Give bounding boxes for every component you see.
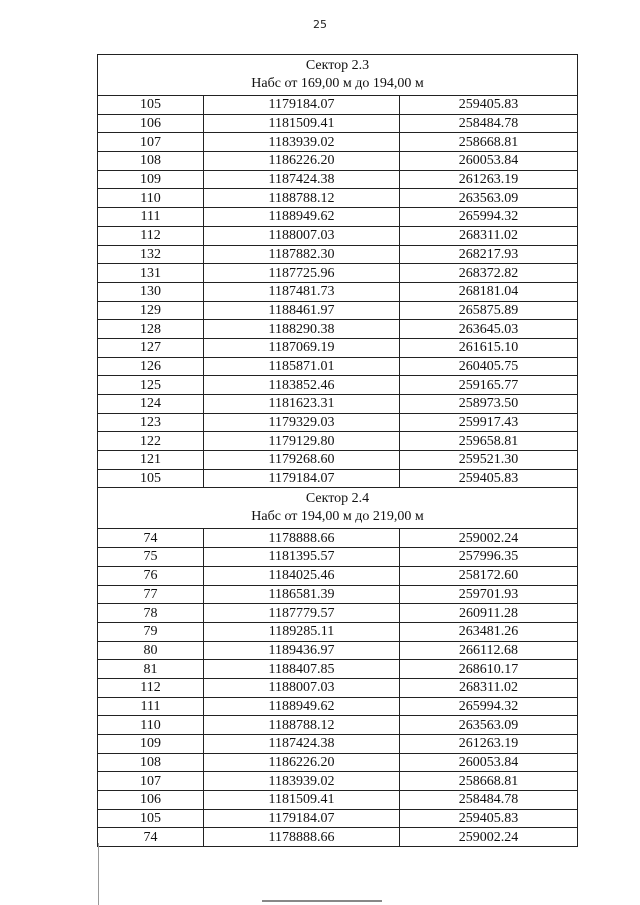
x-coordinate-cell: 1181509.41 [204,791,400,810]
point-number-cell: 105 [98,809,204,828]
y-coordinate-cell: 259405.83 [400,809,578,828]
x-coordinate-cell: 1181509.41 [204,114,400,133]
table-row [98,208,578,227]
page-number: 25 [313,18,327,31]
y-coordinate-cell: 259917.43 [400,413,578,432]
y-coordinate-cell: 268372.82 [400,264,578,283]
x-coordinate-cell: 1183852.46 [204,376,400,395]
y-coordinate-cell: 261263.19 [400,735,578,754]
sector-title: Сектор 2.3 [305,58,370,73]
y-coordinate-cell: 259701.93 [400,585,578,604]
x-coordinate-cell: 1179184.07 [204,469,400,488]
y-coordinate-cell: 259405.83 [400,469,578,488]
point-number-cell: 74 [98,828,204,847]
y-coordinate-cell: 259658.81 [400,432,578,451]
y-coordinate-cell: 258973.50 [400,395,578,414]
y-coordinate-cell: 258484.78 [400,114,578,133]
x-coordinate-cell: 1187424.38 [204,170,400,189]
table-row [98,566,578,585]
x-coordinate-cell: 1189285.11 [204,622,400,641]
point-number-cell: 112 [98,226,204,245]
y-coordinate-cell: 268311.02 [400,678,578,697]
point-number-cell: 106 [98,114,204,133]
sector-header [98,488,578,529]
table-row [98,660,578,679]
sector-header-row [98,488,578,529]
point-number-cell: 125 [98,376,204,395]
table-row [98,357,578,376]
y-coordinate-cell: 265994.32 [400,697,578,716]
table-row [98,772,578,791]
x-coordinate-cell: 1183939.02 [204,133,400,152]
point-number-cell: 110 [98,189,204,208]
y-coordinate-cell: 266112.68 [400,641,578,660]
sector-header-row [98,55,578,96]
x-coordinate-cell: 1186581.39 [204,585,400,604]
point-number-cell: 74 [98,529,204,548]
table-row [98,114,578,133]
y-coordinate-cell: 268181.04 [400,282,578,301]
point-number-cell: 81 [98,660,204,679]
x-coordinate-cell: 1186226.20 [204,753,400,772]
point-number-cell: 106 [98,791,204,810]
x-coordinate-cell: 1183939.02 [204,772,400,791]
point-number-cell: 129 [98,301,204,320]
x-coordinate-cell: 1184025.46 [204,566,400,585]
table-row [98,604,578,623]
y-coordinate-cell: 260053.84 [400,152,578,171]
table-row [98,133,578,152]
x-coordinate-cell: 1179184.07 [204,809,400,828]
x-coordinate-cell: 1188007.03 [204,678,400,697]
x-coordinate-cell: 1188290.38 [204,320,400,339]
table-row [98,697,578,716]
x-coordinate-cell: 1181623.31 [204,395,400,414]
y-coordinate-cell: 260405.75 [400,357,578,376]
table-row [98,301,578,320]
table-row [98,548,578,567]
x-coordinate-cell: 1188407.85 [204,660,400,679]
x-coordinate-cell: 1185871.01 [204,357,400,376]
y-coordinate-cell: 258484.78 [400,791,578,810]
y-coordinate-cell: 268217.93 [400,245,578,264]
point-number-cell: 112 [98,678,204,697]
y-coordinate-cell: 258668.81 [400,772,578,791]
table-row [98,264,578,283]
point-number-cell: 77 [98,585,204,604]
table-row [98,395,578,414]
table-row [98,735,578,754]
table-row [98,282,578,301]
y-coordinate-cell: 259165.77 [400,376,578,395]
y-coordinate-cell: 268311.02 [400,226,578,245]
x-coordinate-cell: 1179129.80 [204,432,400,451]
table-row [98,716,578,735]
table-row [98,469,578,488]
point-number-cell: 79 [98,622,204,641]
table-row [98,641,578,660]
point-number-cell: 80 [98,641,204,660]
point-number-cell: 107 [98,772,204,791]
table-row [98,622,578,641]
table-row [98,753,578,772]
point-number-cell: 105 [98,96,204,115]
x-coordinate-cell: 1187882.30 [204,245,400,264]
point-number-cell: 121 [98,451,204,470]
y-coordinate-cell: 258668.81 [400,133,578,152]
point-number-cell: 78 [98,604,204,623]
table-row [98,338,578,357]
table-row [98,226,578,245]
point-number-cell: 107 [98,133,204,152]
y-coordinate-cell: 265994.32 [400,208,578,227]
table-row [98,413,578,432]
table-row [98,451,578,470]
point-number-cell: 122 [98,432,204,451]
point-number-cell: 109 [98,170,204,189]
y-coordinate-cell: 261263.19 [400,170,578,189]
y-coordinate-cell: 259405.83 [400,96,578,115]
x-coordinate-cell: 1187779.57 [204,604,400,623]
point-number-cell: 111 [98,697,204,716]
x-coordinate-cell: 1188949.62 [204,208,400,227]
point-number-cell: 76 [98,566,204,585]
x-coordinate-cell: 1187481.73 [204,282,400,301]
x-coordinate-cell: 1189436.97 [204,641,400,660]
y-coordinate-cell: 259521.30 [400,451,578,470]
y-coordinate-cell: 259002.24 [400,529,578,548]
table-row [98,678,578,697]
coordinates-table-body [98,55,578,847]
point-number-cell: 132 [98,245,204,264]
table-row [98,152,578,171]
point-number-cell: 109 [98,735,204,754]
point-number-cell: 105 [98,469,204,488]
table-row [98,585,578,604]
y-coordinate-cell: 265875.89 [400,301,578,320]
x-coordinate-cell: 1187424.38 [204,735,400,754]
scan-mark [262,900,382,902]
x-coordinate-cell: 1187725.96 [204,264,400,283]
point-number-cell: 111 [98,208,204,227]
table-row [98,809,578,828]
table-row [98,245,578,264]
x-coordinate-cell: 1181395.57 [204,548,400,567]
x-coordinate-cell: 1188949.62 [204,697,400,716]
point-number-cell: 108 [98,152,204,171]
sector-elevation-range: Набс от 194,00 м до 219,00 м [251,509,424,525]
y-coordinate-cell: 260053.84 [400,753,578,772]
y-coordinate-cell: 268610.17 [400,660,578,679]
x-coordinate-cell: 1188788.12 [204,189,400,208]
x-coordinate-cell: 1188788.12 [204,716,400,735]
y-coordinate-cell: 263563.09 [400,189,578,208]
table-row [98,170,578,189]
point-number-cell: 128 [98,320,204,339]
point-number-cell: 130 [98,282,204,301]
x-coordinate-cell: 1178888.66 [204,529,400,548]
table-row [98,432,578,451]
table-row [98,791,578,810]
y-coordinate-cell: 260911.28 [400,604,578,623]
table-row [98,189,578,208]
x-coordinate-cell: 1179329.03 [204,413,400,432]
point-number-cell: 75 [98,548,204,567]
y-coordinate-cell: 263481.26 [400,622,578,641]
x-coordinate-cell: 1179184.07 [204,96,400,115]
y-coordinate-cell: 257996.35 [400,548,578,567]
coordinates-table [97,54,578,847]
y-coordinate-cell: 259002.24 [400,828,578,847]
sector-elevation-range: Набс от 169,00 м до 194,00 м [251,76,424,91]
y-coordinate-cell: 263563.09 [400,716,578,735]
x-coordinate-cell: 1187069.19 [204,338,400,357]
point-number-cell: 110 [98,716,204,735]
x-coordinate-cell: 1186226.20 [204,152,400,171]
y-coordinate-cell: 263645.03 [400,320,578,339]
table-row [98,529,578,548]
table-row [98,96,578,115]
x-coordinate-cell: 1188461.97 [204,301,400,320]
table-row [98,828,578,847]
x-coordinate-cell: 1179268.60 [204,451,400,470]
table-row [98,376,578,395]
point-number-cell: 123 [98,413,204,432]
point-number-cell: 108 [98,753,204,772]
table-row [98,320,578,339]
page-edge-line [98,843,99,905]
point-number-cell: 126 [98,357,204,376]
sector-title: Сектор 2.4 [305,491,370,507]
y-coordinate-cell: 261615.10 [400,338,578,357]
point-number-cell: 131 [98,264,204,283]
y-coordinate-cell: 258172.60 [400,566,578,585]
point-number-cell: 124 [98,395,204,414]
x-coordinate-cell: 1178888.66 [204,828,400,847]
sector-header [98,55,578,96]
x-coordinate-cell: 1188007.03 [204,226,400,245]
point-number-cell: 127 [98,338,204,357]
